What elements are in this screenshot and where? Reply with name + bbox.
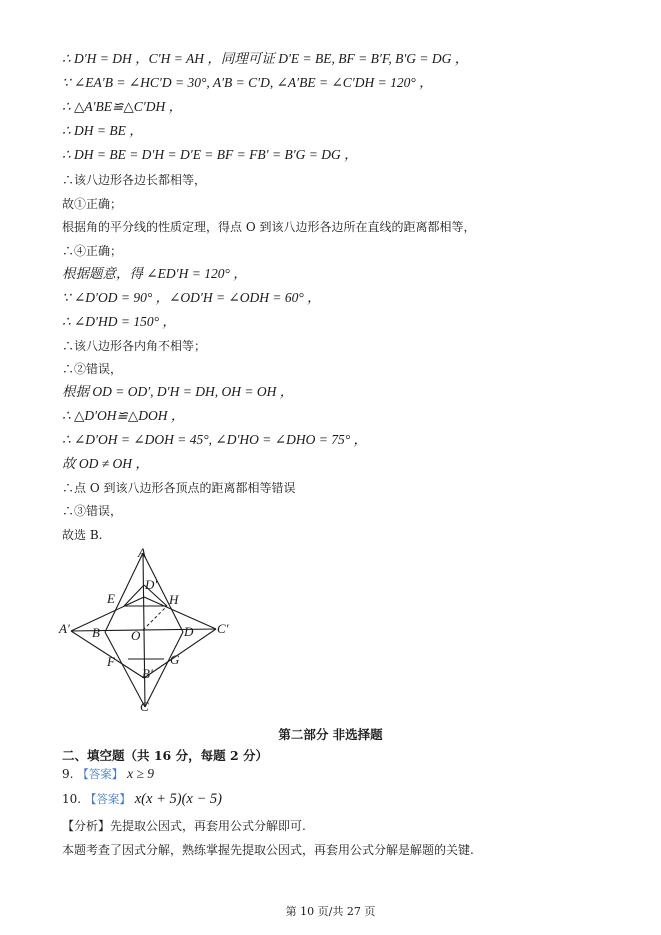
label-D-prime: D′: [145, 577, 158, 592]
geometry-figure: [56, 545, 246, 713]
solution-line-20: ∴③错误，: [62, 504, 123, 518]
label-B-prime: B′: [142, 666, 153, 681]
solution-line-18: 故 OD ≠ OH ，: [62, 456, 149, 471]
label-A-prime: A′: [59, 621, 70, 636]
solution-line-19: ∴点 O 到该八边形各顶点的距离都相等错误: [62, 481, 296, 495]
question-10-number: 10.: [62, 792, 82, 806]
label-H: H: [169, 592, 179, 607]
label-E: E: [107, 591, 115, 606]
solution-line-4: ∴ DH = BE ，: [62, 123, 143, 138]
label-O: O: [131, 628, 141, 643]
question-9-number: 9.: [62, 767, 74, 781]
dashed-segment-OH: [143, 606, 167, 630]
solution-line-15: 根据 OD = OD′, D′H = DH, OH = OH ，: [62, 384, 294, 399]
solution-line-14: ∴②错误，: [62, 362, 123, 376]
label-F: F: [107, 654, 115, 669]
label-A: A: [138, 545, 146, 560]
solution-line-2: ∵ ∠EA′B = ∠HC′D = 30°, A′B = C′D, ∠A′BE = ∠C′DH = 120° ，: [62, 75, 433, 90]
summary-text: 本题考查了因式分解，熟练掌握先提取公因式，再套用公式分解是解题的关键.: [62, 843, 474, 857]
solution-line-12: ∴ ∠D′HD = 150° ，: [62, 314, 176, 329]
solution-line-8: 根据角的平分线的性质定理，得点 O 到该八边形各边所在直线的距离都相等，: [62, 220, 476, 234]
label-G: G: [170, 652, 180, 667]
solution-line-5: ∴ DH = BE = D′H = D′E = BF = FB′ = B′G = DG ，: [62, 147, 358, 162]
label-C-prime: C′: [217, 621, 229, 636]
solution-line-3: ∴ △A′BE≌△C′DH ，: [62, 99, 183, 114]
question-9: [62, 766, 154, 782]
label-C: C: [140, 699, 149, 713]
answer-tag: 【答案】: [84, 792, 131, 806]
solution-line-16: ∴ △D′OH≌△DOH ，: [62, 408, 185, 423]
question-10-answer: x(x + 5)(x − 5): [134, 791, 222, 807]
solution-line-9: ∴④正确；: [62, 244, 123, 258]
solution-line-21: 故选 B.: [62, 528, 103, 542]
solution-line-7: 故①正确；: [62, 197, 123, 211]
label-D: D: [184, 624, 194, 639]
solution-line-13: ∴该八边形各内角不相等；: [62, 339, 207, 353]
label-B: B: [92, 625, 100, 640]
page-footer: 第 10 页/共 27 页: [285, 905, 376, 918]
solution-line-10: 根据题意，得 ∠ED′H = 120° ，: [62, 266, 247, 281]
answer-tag: 【答案】: [77, 767, 124, 781]
question-10: [62, 791, 222, 807]
question-9-answer: x ≥ 9: [127, 766, 155, 781]
solution-line-17: ∴ ∠D′OH = ∠DOH = 45°, ∠D′HO = ∠DHO = 75° ，: [62, 432, 367, 447]
analysis-text: 【分析】先提取公因式，再套用公式分解即可.: [62, 819, 306, 833]
part-title: 二、填空题（共 16 分，每题 2 分）: [62, 748, 269, 763]
solution-line-11: ∵ ∠D′OD = 90° ，∠OD′H = ∠ODH = 60° ，: [62, 290, 321, 305]
solution-line-6: ∴该八边形各边长都相等，: [62, 173, 207, 187]
solution-line-1: ∴ D′H = DH ，C′H = AH ，同理可证 D′E = BE, BF = B′F, B′G = DG ，: [62, 51, 469, 66]
section-title: 第二部分 非选择题: [278, 727, 383, 742]
